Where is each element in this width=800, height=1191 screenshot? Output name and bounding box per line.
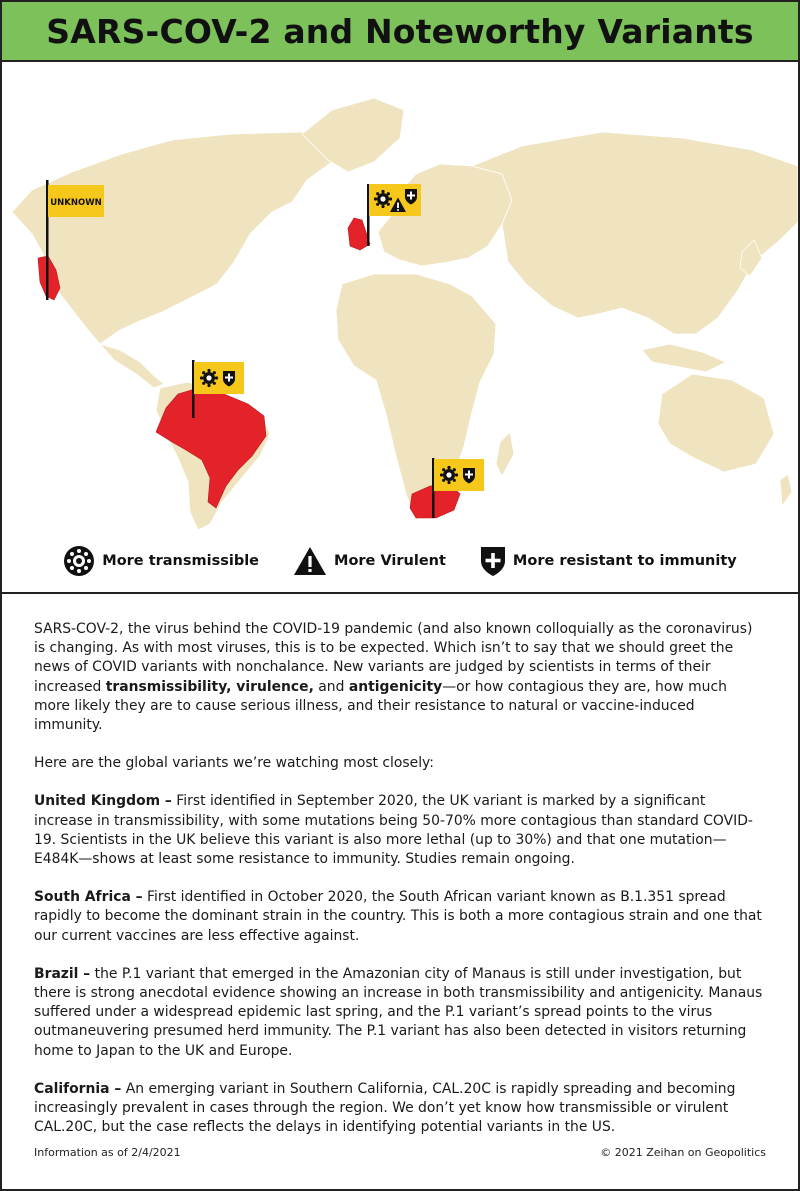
legend-label-virulent: More Virulent [334,553,446,569]
article-body [2,594,798,1137]
variant-brazil-paragraph [34,965,766,1061]
central-america [100,344,164,388]
variant-california-text: An emerging variant in Southern California, CAL.20C is rapidly spreading and becoming increasingly prevalent in cases through the region. We don’t yet know how transmissible or virulent CAL.20C, but the case reflects the delays in identifying potential variants in the US. [34,1080,736,1136]
title-banner [2,2,798,62]
legend-item-resistant [480,545,737,577]
variant-brazil-text: the P.1 variant that emerged in the Amazonian city of Manaus is still under investigation, but there is strong anecdotal evidence showing an increase in both transmissibility and antigenicity. Manaus suffered under a widespread epidemic last spring, and the P.1 variant’s spread points to the virus outmaneuvering presumed herd immunity. The P.1 variant has also been detected in visitors returning home to Japan to the UK and Europe. [34,965,763,1059]
shield-plus-icon [480,545,506,577]
page-title: SARS-COV-2 and Noteworthy Variants [46,11,754,51]
intro-paragraph [34,620,766,735]
intro-bold-antigenicity: antigenicity [348,678,443,695]
intro-text-b: and [313,678,349,695]
highlight-united-kingdom [348,218,370,250]
legend-item-transmissible [63,545,259,577]
gear-virus-icon [440,466,458,484]
warning-triangle-icon [293,546,327,576]
flag-unknown-label: UNKNOWN [50,198,102,208]
footer-copyright: © 2021 Zeihan on Geopolitics [600,1146,766,1159]
land-masses [12,98,798,530]
variant-uk-name: United Kingdom – [34,793,172,810]
gear-virus-icon [374,190,392,208]
variant-california-paragraph [34,1080,766,1138]
madagascar [496,432,514,476]
world-map-panel [2,62,798,594]
variant-california-name: California – [34,1080,122,1097]
indonesia [642,344,726,372]
legend-label-transmissible: More transmissible [102,553,260,569]
intro-text-c: —or how contagious they are, how much more likely they are to cause serious illness, and their resistance to natural or vaccine-induced immunity. [34,678,727,734]
variant-south-africa-paragraph [34,888,766,946]
legend-item-virulent [293,546,446,576]
variant-south-africa-text: First identified in October 2020, the South African variant known as B.1.351 spread rapidly to become the dominant strain in the country. This is both a more contagious strain and one that our current vaccines are less effective against. [34,889,762,944]
australia [658,374,774,472]
legend-label-resistant: More resistant to immunity [512,553,737,569]
north-america [12,132,342,344]
asia [472,132,798,334]
highlight-brazil [156,388,266,508]
footer-date-note: Information as of 2/4/2021 [34,1146,181,1159]
footer [34,1146,766,1159]
variant-brazil-name: Brazil – [34,965,91,982]
legend [2,545,798,577]
variant-uk-text: First identified in September 2020, the UK variant is marked by a significant increase in transmissibility, with some mutations being 50-70% more contagious than standard COVID-19. Scientists in the UK believe this variant is also more lethal (up to 30%) and that one mutation—E484K—shows at least some resistance to immunity. Studies remain ongoing. [34,793,753,868]
variant-south-africa-name: South Africa – [34,889,143,906]
variant-uk-paragraph [34,792,766,869]
world-map [2,62,798,532]
intro-lead: Here are the global variants we’re watching most closely: [34,755,434,772]
new-zealand [780,474,792,506]
gear-virus-icon [63,545,95,577]
intro-text-a: SARS-COV-2, the virus behind the COVID-19 pandemic (and also known colloquially as the coronavirus) is changing. As with most viruses, this is to be expected. Which isn’t to say that we should greet the news of COVID variants with nonchalance. New variants are judged by scientists in terms of their increased [34,621,753,695]
gear-virus-icon [200,369,218,387]
intro-bold-terms: transmissibility, virulence, [105,678,314,695]
